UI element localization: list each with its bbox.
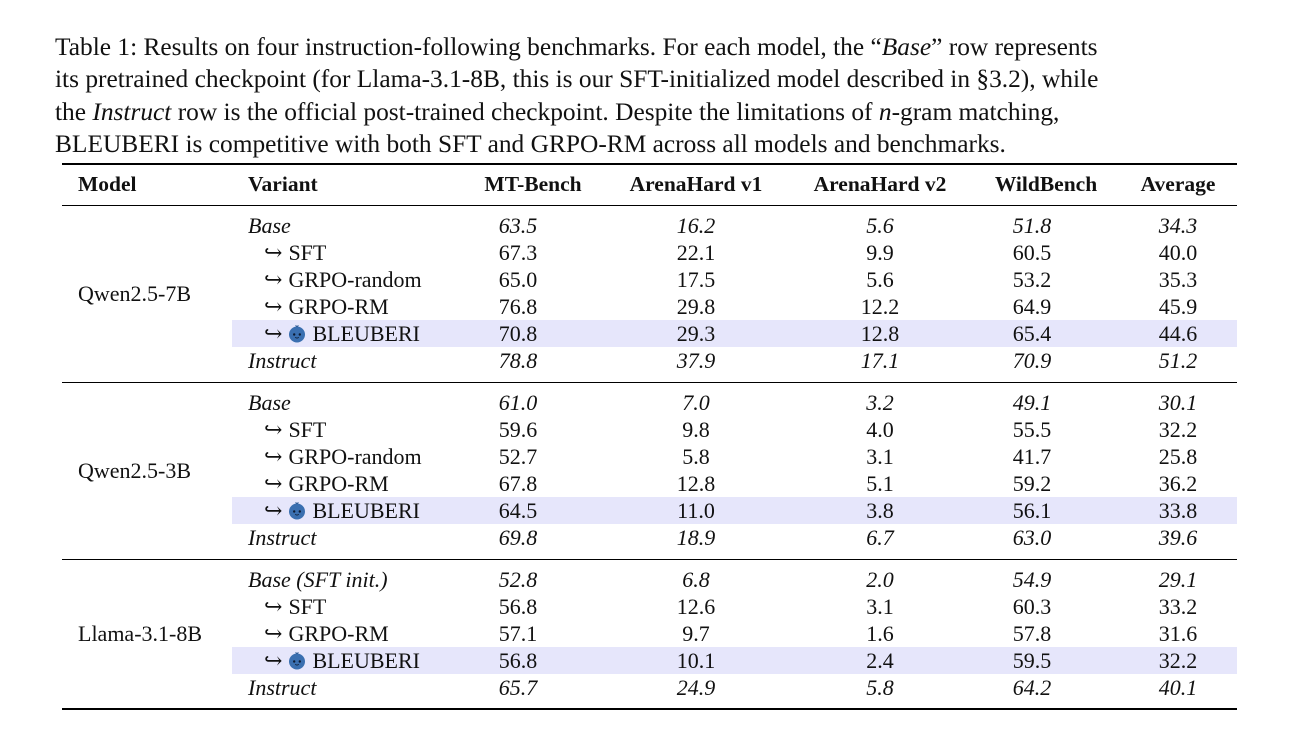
variant-cell: [264, 593, 326, 620]
value-cell: 12.8: [676, 471, 716, 496]
variant-cell: [264, 320, 420, 347]
value-cell: 12.6: [676, 594, 716, 619]
value-cell: 2.0: [866, 567, 894, 592]
value-cell: 65.0: [498, 267, 538, 292]
value-cell: 35.3: [1158, 267, 1198, 292]
value-cell: 12.2: [860, 294, 900, 319]
variant-cell: [264, 416, 326, 443]
value-cell: 18.9: [676, 525, 716, 550]
hook-arrow-icon: ↪: [264, 321, 283, 346]
blueberry-mascot-icon: [288, 325, 306, 343]
variant-label: SFT: [288, 417, 327, 442]
header-mt-bench: MT-Bench: [484, 172, 582, 196]
value-cell: 65.4: [1012, 321, 1052, 346]
value-cell: 3.8: [866, 498, 894, 523]
variant-cell: [248, 212, 291, 239]
model-name: Qwen2.5-7B: [78, 280, 192, 306]
blueberry-mascot-icon: [288, 502, 306, 520]
value-cell: 10.1: [676, 648, 716, 673]
caption-line-3: the Instruct row is the official post-trained checkpoint. Despite the limitations of n-gram matching,: [55, 97, 1060, 126]
variant-label: Base: [248, 390, 291, 415]
value-cell: 51.8: [1012, 213, 1052, 238]
variant-label: Base: [248, 213, 291, 238]
variant-label: BLEUBERI: [312, 321, 420, 346]
value-cell: 64.2: [1012, 675, 1052, 700]
variant-label: GRPO-RM: [288, 294, 389, 319]
header-arenahard-v1: ArenaHard v1: [629, 172, 763, 196]
table-top-rule: [62, 163, 1237, 165]
hook-arrow-icon: ↪: [264, 471, 283, 496]
value-cell: 57.8: [1012, 621, 1052, 646]
value-cell: 64.5: [498, 498, 538, 523]
value-cell: 70.9: [1012, 348, 1052, 373]
variant-label: SFT: [288, 594, 327, 619]
hook-arrow-icon: ↪: [264, 417, 283, 442]
value-cell: 1.6: [866, 621, 894, 646]
hook-arrow-icon: ↪: [264, 294, 283, 319]
value-cell: 76.8: [498, 294, 538, 319]
variant-label: GRPO-RM: [288, 621, 389, 646]
value-cell: 60.5: [1012, 240, 1052, 265]
value-cell: 16.2: [676, 213, 716, 238]
value-cell: 9.9: [866, 240, 894, 265]
caption-line-2: its pretrained checkpoint (for Llama-3.1-8B, this is our SFT-initialized model described in §3.2), while: [55, 65, 1099, 94]
value-cell: 9.7: [682, 621, 710, 646]
value-cell: 56.1: [1012, 498, 1052, 523]
value-cell: 52.7: [498, 444, 538, 469]
value-cell: 32.2: [1158, 417, 1198, 442]
value-cell: 65.7: [498, 675, 538, 700]
variant-label: GRPO-random: [288, 444, 422, 469]
value-cell: 78.8: [498, 348, 538, 373]
value-cell: 67.8: [498, 471, 538, 496]
variant-label: BLEUBERI: [312, 648, 420, 673]
value-cell: 60.3: [1012, 594, 1052, 619]
hook-arrow-icon: ↪: [264, 621, 283, 646]
variant-cell: [248, 674, 316, 701]
variant-label: Instruct: [248, 525, 317, 550]
hook-arrow-icon: ↪: [264, 498, 283, 523]
variant-cell: [248, 347, 316, 374]
table-caption: [55, 31, 1250, 160]
value-cell: 17.1: [860, 348, 900, 373]
variant-label: GRPO-RM: [288, 471, 389, 496]
value-cell: 3.2: [866, 390, 894, 415]
value-cell: 63.0: [1012, 525, 1052, 550]
value-cell: 67.3: [498, 240, 538, 265]
variant-cell: [264, 470, 389, 497]
value-cell: 45.9: [1158, 294, 1198, 319]
value-cell: 5.8: [682, 444, 710, 469]
value-cell: 25.8: [1158, 444, 1198, 469]
value-cell: 59.6: [498, 417, 538, 442]
value-cell: 4.0: [866, 417, 894, 442]
value-cell: 56.8: [498, 648, 538, 673]
value-cell: 44.6: [1158, 321, 1198, 346]
header-wildbench: WildBench: [994, 172, 1098, 196]
value-cell: 56.8: [498, 594, 538, 619]
value-cell: 6.7: [866, 525, 894, 550]
hook-arrow-icon: ↪: [264, 444, 283, 469]
variant-cell: [248, 566, 388, 593]
caption-line-1: Table 1: Results on four instruction-following benchmarks. For each model, the “Base” row represents: [55, 33, 1098, 61]
value-cell: 3.1: [866, 594, 894, 619]
caption-line-4: BLEUBERI is competitive with both SFT and GRPO-RM across all models and benchmarks.: [55, 129, 1006, 158]
variant-cell: [264, 647, 420, 674]
value-cell: 69.8: [498, 525, 538, 550]
variant-label: Base (SFT init.): [248, 567, 388, 592]
variant-cell: [264, 497, 420, 524]
value-cell: 54.9: [1012, 567, 1052, 592]
hook-arrow-icon: ↪: [264, 240, 283, 265]
group-divider-2: [62, 559, 1237, 560]
value-cell: 40.1: [1158, 675, 1198, 700]
variant-cell: [264, 620, 389, 647]
model-name: Qwen2.5-3B: [78, 457, 192, 483]
value-cell: 61.0: [498, 390, 538, 415]
value-cell: 59.2: [1012, 471, 1052, 496]
value-cell: 41.7: [1012, 444, 1052, 469]
header-average: Average: [1140, 172, 1216, 196]
table-bottom-rule: [62, 708, 1237, 710]
value-cell: 59.5: [1012, 648, 1052, 673]
value-cell: 29.3: [676, 321, 716, 346]
value-cell: 51.2: [1158, 348, 1198, 373]
variant-label: BLEUBERI: [312, 498, 420, 523]
value-cell: 5.8: [866, 675, 894, 700]
value-cell: 17.5: [676, 267, 716, 292]
value-cell: 52.8: [498, 567, 538, 592]
variant-label: Instruct: [248, 675, 317, 700]
variant-cell: [264, 266, 422, 293]
value-cell: 31.6: [1158, 621, 1198, 646]
value-cell: 5.6: [866, 213, 894, 238]
value-cell: 2.4: [866, 648, 894, 673]
variant-cell: [248, 524, 316, 551]
value-cell: 30.1: [1158, 390, 1198, 415]
value-cell: 7.0: [682, 390, 710, 415]
group-divider-1: [62, 382, 1237, 383]
value-cell: 40.0: [1158, 240, 1198, 265]
variant-cell: [264, 239, 326, 266]
value-cell: 55.5: [1012, 417, 1052, 442]
value-cell: 24.9: [676, 675, 716, 700]
header-model: Model: [78, 172, 137, 196]
value-cell: 29.1: [1158, 567, 1198, 592]
variant-cell: [264, 293, 389, 320]
value-cell: 5.1: [866, 471, 894, 496]
model-name: Llama-3.1-8B: [78, 621, 203, 646]
hook-arrow-icon: ↪: [264, 648, 283, 673]
value-cell: 70.8: [498, 321, 538, 346]
variant-cell: [248, 389, 291, 416]
value-cell: 5.6: [866, 267, 894, 292]
value-cell: 22.1: [676, 240, 716, 265]
value-cell: 53.2: [1012, 267, 1052, 292]
value-cell: 63.5: [498, 213, 538, 238]
value-cell: 29.8: [676, 294, 716, 319]
value-cell: 33.2: [1158, 594, 1198, 619]
variant-cell: [264, 443, 422, 470]
hook-arrow-icon: ↪: [264, 594, 283, 619]
value-cell: 11.0: [677, 498, 715, 523]
value-cell: 3.1: [866, 444, 894, 469]
value-cell: 33.8: [1158, 498, 1198, 523]
value-cell: 39.6: [1158, 525, 1198, 550]
header-arenahard-v2: ArenaHard v2: [813, 172, 947, 196]
value-cell: 6.8: [682, 567, 710, 592]
value-cell: 49.1: [1012, 390, 1052, 415]
variant-label: SFT: [288, 240, 327, 265]
value-cell: 36.2: [1158, 471, 1198, 496]
value-cell: 12.8: [860, 321, 900, 346]
hook-arrow-icon: ↪: [264, 267, 283, 292]
value-cell: 37.9: [676, 348, 716, 373]
value-cell: 9.8: [682, 417, 710, 442]
value-cell: 34.3: [1158, 213, 1198, 238]
blueberry-mascot-icon: [288, 652, 306, 670]
value-cell: 32.2: [1158, 648, 1198, 673]
header-variant: Variant: [248, 172, 318, 196]
value-cell: 64.9: [1012, 294, 1052, 319]
value-cell: 57.1: [498, 621, 538, 646]
variant-label: GRPO-random: [288, 267, 422, 292]
header-rule: [62, 205, 1237, 206]
variant-label: Instruct: [248, 348, 317, 373]
